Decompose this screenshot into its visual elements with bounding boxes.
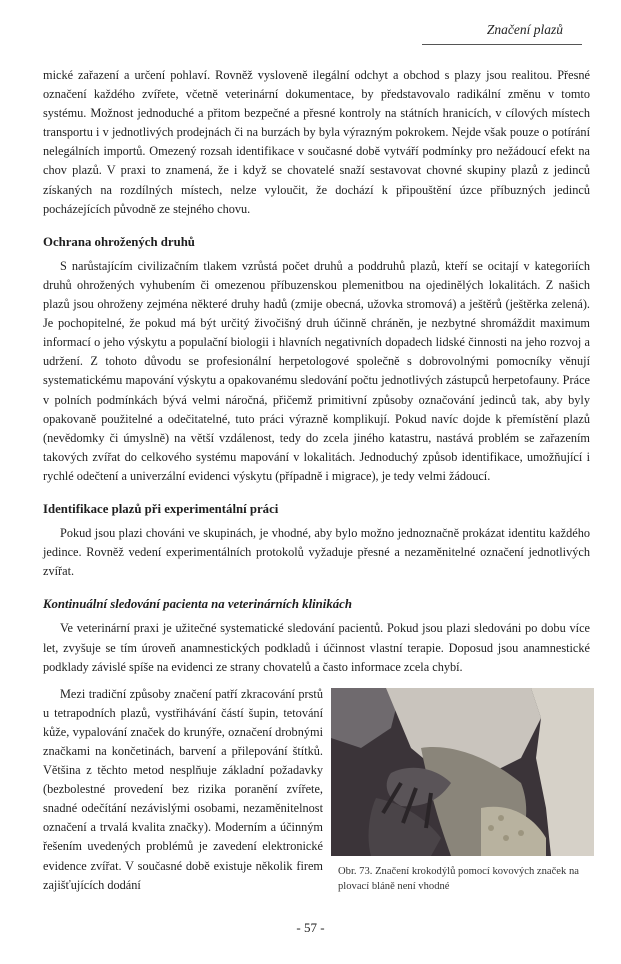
figure-73: [331, 688, 594, 894]
section-heading-veterinary-clinics: Kontinuální sledování pacienta na veterinárních klinikách: [43, 597, 352, 612]
running-header: Značení plazů: [486, 22, 563, 37]
section-text-endangered-species: S narůstajícím civilizačním tlakem vzrůstá počet druhů a poddruhů plazů, kteří se ocitají v kategoriích druhů ohrožených vyhubením či omezenou příbuzenskou plemenitbou na ojedinělých lokalitách. Z našich plazů jsou ohroženy zejména některé druhy hadů (zmije obecná, užovka stromová) a ještěrů (ještěrka zelená). Je pochopitelné, že pokud má být určitý živočišný druh účinně chráněn, je nezbytné shromáždit maximum informací o jeho výskytu a populační biologii i hlavních negativních dopadech lidské činnosti na jeho rozvoj a udržení. Z tohoto důvodu se profesionální herpetologové společně s dobrovolnými pomocníky věnují systematickému mapování výskytu a opakovanému sledování počtu jednotlivých zástupců herpetofauny. Práce v polních podmínkách bývá velmi náročná, přičemž primitivní způsoby označování jedinců tak, aby byly opakovaně použitelné a odečitatelné, tuto práci výrazně komplikují. Pokud navíc dojde k přemístění plazů (nevědomky či úmyslně) na větší vzdálenost, tedy do zcela jiného katastru, nastává problém se zařazením takových zvířat do celkového systému mapování v lokalitách. Jednoduchý způsob identifikace, umožňující i rychlé odečtení a univerzální evidenci výskytu (případně i migrace), je tedy velmi žádoucí.: [43, 258, 590, 483]
section-heading-endangered-species: Ochrana ohrožených druhů: [43, 234, 195, 249]
page-number: - 57 -: [296, 920, 325, 935]
figure-caption: Obr. 73. Značení krokodýlů pomocí kovových značek na plovací bláně není vhodné: [338, 866, 579, 892]
section-text-experimental-work: Pokud jsou plazi chováni ve skupinách, je vhodné, aby bylo možno jednoznačně prokázat identitu každého jedince. Rovněž vedení experimentálních protokolů vyžaduje přesné a nezaměnitelné označení jednotlivých zvířat.: [43, 526, 590, 579]
intro-paragraph: mické zařazení a určení pohlaví. Rovněž vysloveně ilegální odchyt a obchod s plazy jsou realitou. Přesné označení každého zvířete, včetně veterinární dokumentace, by představovalo radikální změnu v tomto systému. Možnost jednoduché a přitom bezpečné a přesné kontroly na státních hranicích, v cílových místech transportu i v jednotlivých prodejnách či na burzách by byla výrazným pokrokem. Nejde však pouze o potírání nelegálních importů. Omezený rozsah identifikace v současné době vytváří podmínky pro nežádoucí efekt na chov plazů. V praxi to znamená, že i když se chovatelé snaží sestavovat chovné skupiny plazů z jedinců získaných na rozdílných místech, nelze vyloučit, že dochází k připouštění úzce příbuzných jedinců pocházejících původně ze stejného chovu.: [43, 68, 590, 216]
crocodile-foot-photo: [331, 688, 594, 856]
section-text-marking-methods: Mezi tradiční způsoby značení patří zkracování prstů u tetrapodních plazů, vystřihávání částí šupin, tetování kůže, vypalování značek do krunýře, označení drobnými značkami na končetinách, barvení a přilepování štítků. Většina z těchto metod nesplňuje základní požadavky (bezbolestné provedení bez rizika poranění zvířete, snadné odečítání nezávislými osobami, nezaměnitelnost označení a trvalá kvalita značky). Moderním a účinným řešením uvedených problémů je zavedení elektronické evidence zvířat. V současné době existuje několik firem zajišťujících dodání: [43, 686, 323, 892]
section-heading-experimental-work: Identifikace plazů při experimentální práci: [43, 501, 279, 516]
header-rule: [422, 44, 582, 45]
section-text-veterinary-clinics: Ve veterinární praxi je užitečné systematické sledování pacientů. Pokud jsou plazi sledováni po dobu více let, zvyšuje se tím úroveň anamnestických podkladů i účinnost vlastní terapie. Doposud jsou anamnestické podklady závislé spíše na evidenci ze strany chovatelů a často informace zcela chybí.: [43, 621, 590, 674]
